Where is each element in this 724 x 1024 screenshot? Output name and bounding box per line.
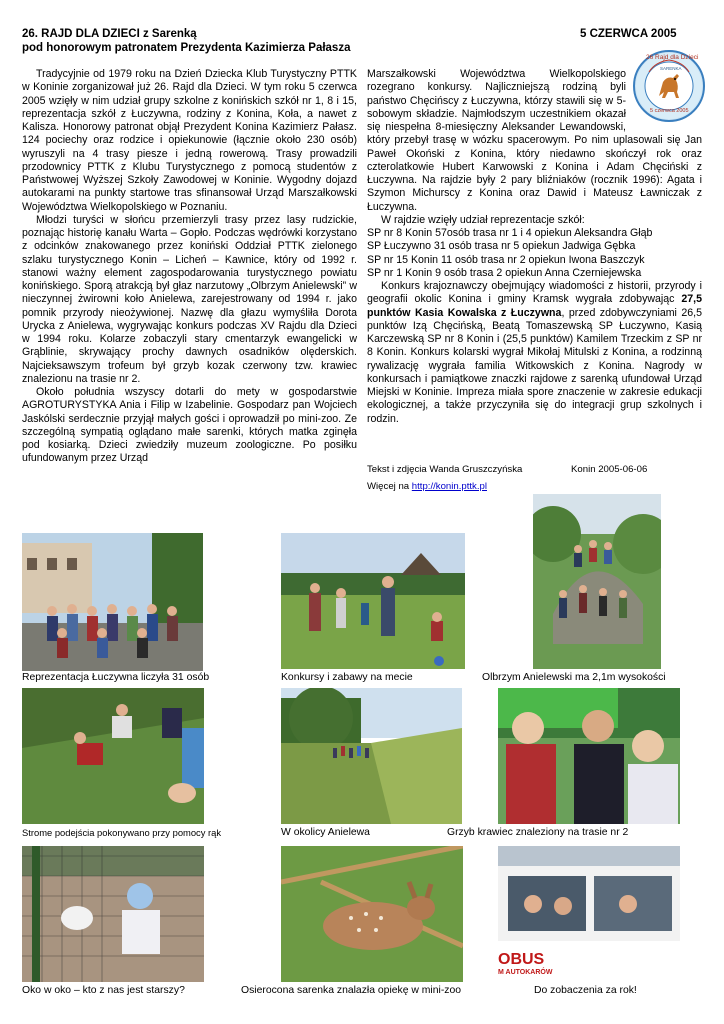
bus-subsign: M AUTOKARÓW xyxy=(498,969,553,976)
winner-highlight: 27,5 punktów Kasia Kowalska z Łuczywna xyxy=(367,293,702,319)
logo-bottom-text: 5 czerwca 2005 xyxy=(650,108,689,114)
school-row: SP nr 1 Konin 9 osób trasa 2 opiekun Anna Czerniejewska xyxy=(367,266,642,279)
paragraph xyxy=(367,68,702,214)
photo-eye-to-eye xyxy=(22,846,204,982)
paragraph-text: Konkurs krajoznawczy obejmujący wiadomości z historii, przyrody i geografii okolic Konina i gminy Kramsk wygrała zdobywając xyxy=(367,280,702,306)
school-row: SP nr 15 Konin 11 osób trasa nr 2 opiekun Iwona Baszczyk xyxy=(367,253,645,266)
caption-orphan-fawn: Osierocona sarenka znalazła opiekę w mini-zoo xyxy=(241,985,462,996)
photo-steep-climb xyxy=(22,688,204,824)
photo-group-luczywno xyxy=(22,533,203,671)
photo-contests xyxy=(281,533,465,669)
caption-mushroom: Grzyb krawiec znaleziony na trasie nr 2 xyxy=(447,827,629,838)
school-row: SP Łuczywno 31 osób trasa nr 5 opiekun Jadwiga Gębka xyxy=(367,240,636,253)
caption-eye-to-eye: Oko w oko – kto z nas jest starszy? xyxy=(22,985,185,996)
article-title: 26. RAJD DLA DZIECI z Sarenką xyxy=(22,28,197,40)
caption-luczywno: Reprezentacja Łuczywna liczyła 31 osób xyxy=(22,672,210,683)
logo-side-text: SARENKA xyxy=(660,66,682,71)
photo-anielew-area xyxy=(281,688,462,824)
pttk-link[interactable]: http://konin.pttk.pl xyxy=(411,481,487,492)
paragraph: W rajdzie wzięły udział reprezentacje szkół: xyxy=(381,213,585,226)
caption-see-you: Do zobaczenia za rok! xyxy=(534,985,637,996)
paragraph: Około południa wszyscy dotarli do mety w gospodarstwie AGROTURYSTYKA Ania i Filip w Izabelinie. Gospodarz pan Wojciech Jaskólski serdecznie przyjął małych gości i oprowadził po mini-zoo. Ze szczególną sympatią oglądano małe sarenki, których matka zginęła pod kosiarką. Dzieci zwiedziły muzeum zoologiczne. Po posiłku ufundowanym przez Urząd xyxy=(22,386,357,465)
paragraph: Tradycyjnie od 1979 roku na Dzień Dziecka Klub Turystyczny PTTK w Koninie zorganizował już 26. Rajd dla Dzieci. W tym roku 5 czerwca 2005 wzięły w nim udział grupy szkolne z konińskich szkół nr 1, 8 i 15, reprezentacja szkół z Łuczywna, rodziny z Konina, Koła, a nawet z Kalisza. Honorowy patronat objął Prezydent Konina Kazimierz Pałasz. 124 pociechy oraz rodzice i opiekunowie (łącznie około 230 osób) wyruszyli na 4 trasy piesze i jedną rowerową. Trasy prowadzili przodownicy PTTK z Klubu Turystycznego z pomocą studentów z Państwowej Wyższej Szkoły Zawodowej w Koninie. Wygodny dojazd autokarami na punkty startowe tras sfinansował Urząd Marszałkowski Województwa Wielkopolskiego w Poznaniu. xyxy=(22,68,357,213)
more-label: Więcej na xyxy=(367,481,412,492)
logo-top-text: 26 Rajd dla Dzieci xyxy=(646,54,699,61)
caption-steep-climb: Strome podejścia pokonywano przy pomocy rąk xyxy=(22,827,222,838)
more-info xyxy=(367,480,487,493)
paragraph-text: , przed zdobywczyniami 26,5 punktów Izą Chęcińską, Beatą Tomaszewską SP Łuczywno, Kasią Karczewską SP nr 8 Konin i (25,5 punktów) Kamilem Trzeckim z SP nr 8 Konin. Konkurs kolarski wygrał Mikołaj Mitulski z Konina, a rodzinną rywalizację wygrała familia Witkowskich z Konina. Nagrody w konkursach i pamiątkowe znaczki rajdowe z sarenką ufundował Urząd Miejski w Koninie. Impreza miała spore znaczenie w zakresie edukacji ekologicznej, a także przyczyniła się do integracji grup szkolnych i rodzin. xyxy=(367,306,702,425)
paragraph xyxy=(367,280,702,426)
column-left xyxy=(22,68,357,466)
logo-spacer xyxy=(626,68,702,134)
caption-anielew-area: W okolicy Anielewa xyxy=(281,827,370,838)
author-credit: Tekst i zdjęcia Wanda Gruszczyńska xyxy=(367,464,523,475)
photo-orphan-fawn xyxy=(281,846,463,982)
column-right xyxy=(367,68,702,426)
photo-mushroom-finders xyxy=(498,688,680,824)
paragraph: Młodzi turyści w słońcu przemierzyli trasy przez lasy rudzickie, poznając historię kanału Warta – Gopło. Podczas wędrówki korzystano z odcinków znakowanego przez koniński Oddział PTTK zielonego szlaku turystycznego Konin – Licheń – Kawnice, który od 1992 r. stanowi ważny element zagospodarowania turystycznego powiatu konińskiego. Sporą atrakcją był głaz narzutowy „Olbrzym Anielewski” w nieczynnej żwirowni koło Anielewa, zarejestrowany od 1994 r. jako pomnik przyrody nieożywionej. Nazwę dla głazu wymyśliła Dorota Urycka z Anielewa, wygrywając konkurs podczas XV Rajdu dla Dzieci w 1994 roku. Kolarze zobaczyli stary cmentarzyk ewangelicki w Grąblinie, skrywający prochy dawnych osadników olęderskich. Najcieksawszym trofeum był grzyb kozak czerwony tzw. krawiec znalezionu na trasie nr 2. xyxy=(22,213,357,385)
paragraph-text: Marszałkowski Województwa Wielkopolskiego rozegrano konkursy. Najliczniejszą rodziną byli państwo Chęcińscy z Łuczywna, którzy stawili się w 5-sobowym składzie. Najmłodszym uczestnikiem okazał się niespełna 8-miesięczny Aleksander Lewandowski, który przebył trasę w wózku spacerowym. Po nim uplasowali się Jan Paweł Okoński z Konina, który niedawno skończył rok oraz czterolatkowie Hubert Karwowski z Konina i Adam Chęciński z Łuczywna. Na rajdzie były 2 pary bliźniaków (rocznik 1996): Agata i Szymon Michurscy z Konina oraz Dawid i Mateusz Ławniczak z Łuczywna. xyxy=(367,68,702,213)
bus-sign: OBUS xyxy=(498,951,545,968)
caption-contests: Konkursy i zabawy na mecie xyxy=(281,672,413,683)
photo-boulder xyxy=(533,494,661,669)
article-date: 5 CZERWCA 2005 xyxy=(580,28,677,40)
school-row: SP nr 8 Konin 57osób trasa nr 1 i 4 opiekun Aleksandra Głąb xyxy=(367,227,653,239)
article-subtitle: pod honorowym patronatem Prezydenta Kazimierza Pałasza xyxy=(22,42,351,54)
caption-boulder: Olbrzym Anielewski ma 2,1m wysokości xyxy=(482,672,666,683)
place-date: Konin 2005-06-06 xyxy=(571,464,648,475)
